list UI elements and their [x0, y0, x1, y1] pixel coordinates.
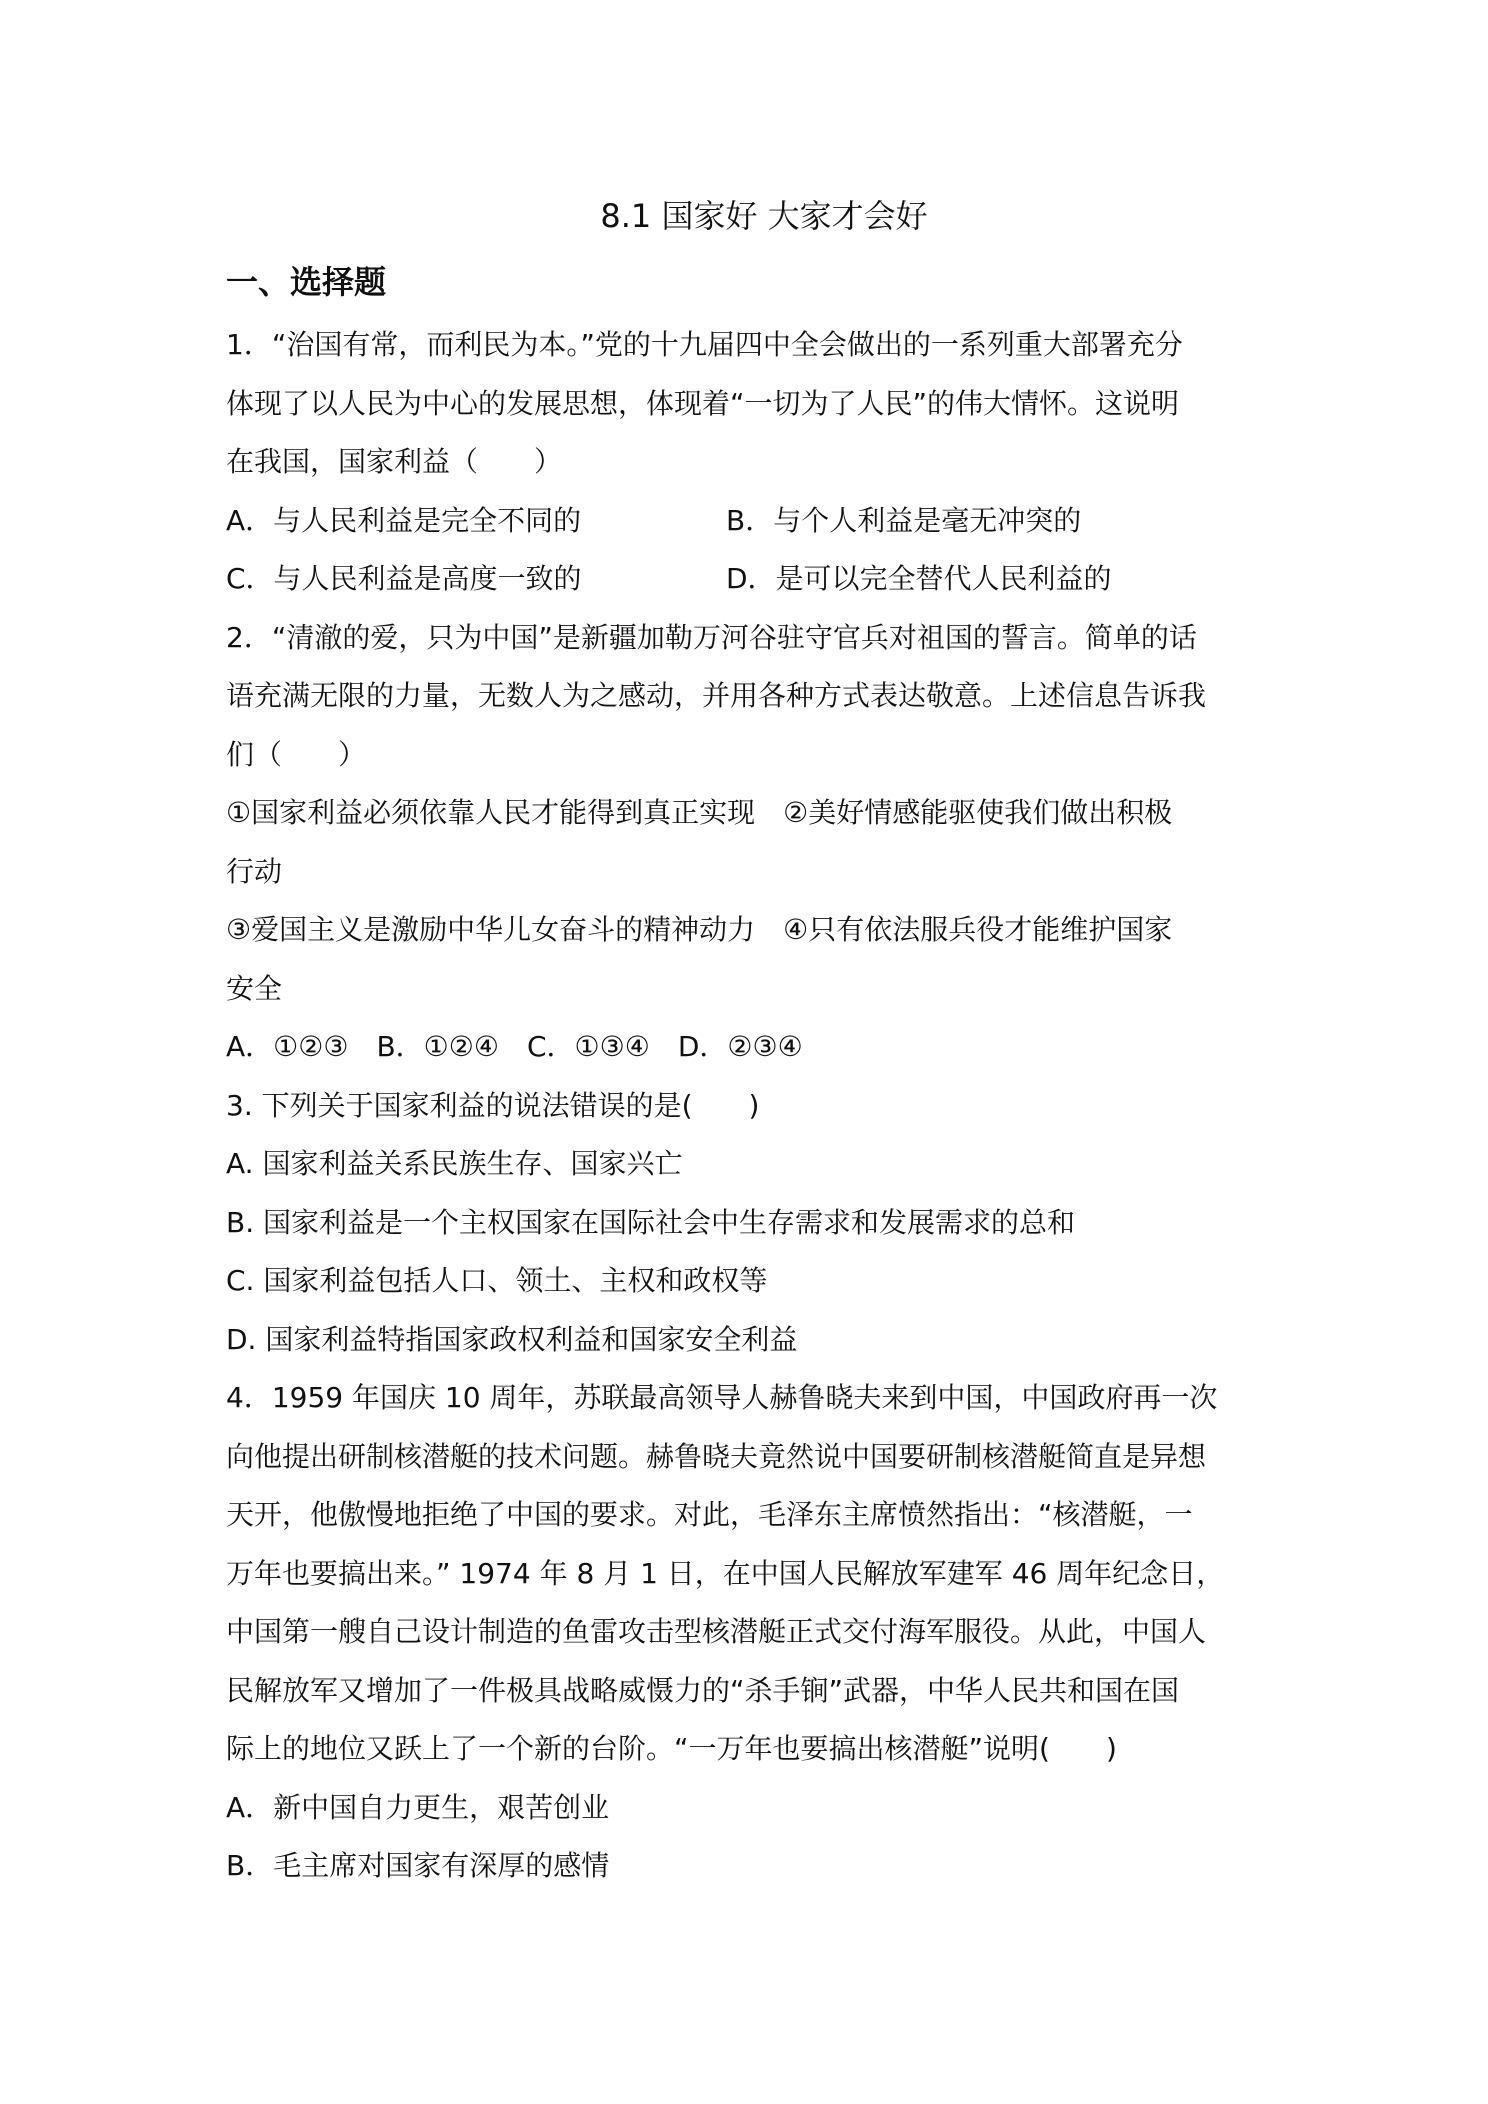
- option-b: B．与个人利益是毫无冲突的: [726, 503, 1082, 537]
- question-1-options-row: [226, 550, 1276, 609]
- document-page: [226, 190, 1276, 1896]
- question-2-statement-line: 行动: [226, 854, 283, 888]
- option-c: C．与人民利益是高度一致的: [226, 562, 582, 595]
- question-2-statement-line: ①国家利益必须依靠人民才能得到真正实现 ②美好情感能驱使我们做出积极: [226, 796, 1173, 829]
- question-4-stem-line: 民解放军又增加了一件极具战略威慑力的“杀手锏”武器，中华人民共和国在国: [226, 1673, 1180, 1707]
- option-d: D．是可以完全替代人民利益的: [726, 562, 1112, 595]
- question-4-stem-line: 天开，他傲慢地拒绝了中国的要求。对此，毛泽东主席愤然指出：“核潜艇，一: [226, 1498, 1193, 1531]
- option-a: A．新中国自力更生，艰苦创业: [226, 1790, 610, 1824]
- question-2: [226, 609, 1276, 1077]
- question-3-stem: 3. 下列关于国家利益的说法错误的是( ): [226, 1088, 760, 1122]
- option-a: A. 国家利益关系民族生存、国家兴亡: [226, 1147, 683, 1180]
- question-1-stem-line: 体现了以人民为中心的发展思想，体现着“一切为了人民”的伟大情怀。这说明: [226, 386, 1180, 420]
- question-1-stem-line: 在我国，国家利益（ ）: [226, 445, 563, 478]
- question-4-stem-line: 万年也要搞出来。” 1974 年 8 月 1 日，在中国人民解放军建军 46 周年纪念日，: [226, 1556, 1225, 1590]
- question-4-stem-line: 际上的地位又跃上了一个新的台阶。“一万年也要搞出核潜艇”说明( ): [226, 1732, 1117, 1765]
- question-2-statement-line: 安全: [226, 971, 283, 1005]
- question-4: [226, 1369, 1276, 1896]
- option-a: A．与人民利益是完全不同的: [226, 503, 582, 537]
- option-b: B．毛主席对国家有深厚的感情: [226, 1849, 610, 1882]
- question-2-stem-line: 们（ ）: [226, 737, 367, 771]
- option-c: C. 国家利益包括人口、领土、主权和政权等: [226, 1264, 768, 1297]
- option-d: D. 国家利益特指国家政权利益和国家安全利益: [226, 1322, 798, 1356]
- question-1-stem-line: 1．“治国有常，而利民为本。”党的十九届四中全会做出的一系列重大部署充分: [226, 328, 1183, 361]
- option-b: B. 国家利益是一个主权国家在国际社会中生存需求和发展需求的总和: [226, 1205, 1076, 1239]
- question-4-stem-line: 向他提出研制核潜艇的技术问题。赫鲁晓夫竟然说中国要研制核潜艇简直是异想: [226, 1439, 1207, 1473]
- question-4-stem-line: 中国第一艘自己设计制造的鱼雷攻击型核潜艇正式交付海军服役。从此，中国人: [226, 1615, 1207, 1648]
- question-4-stem-line: 4．1959 年国庆 10 周年，苏联最高领导人赫鲁晓夫来到中国，中国政府再一次: [226, 1381, 1218, 1414]
- section-heading: 一、选择题: [226, 263, 387, 301]
- page-title: 8.1 国家好 大家才会好: [600, 197, 928, 235]
- question-3: [226, 1077, 1276, 1370]
- question-2-statement-line: ③爱国主义是激励中华儿女奋斗的精神动力 ④只有依法服兵役才能维护国家: [226, 913, 1173, 946]
- question-1-options-row: [226, 492, 1276, 551]
- question-1: [226, 316, 1276, 609]
- question-2-options: A．①②③ B．①②④ C．①③④ D．②③④: [226, 1030, 803, 1063]
- question-2-stem-line: 2．“清澈的爱，只为中国”是新疆加勒万河谷驻守官兵对祖国的誓言。简单的话: [226, 620, 1197, 654]
- question-2-stem-line: 语充满无限的力量，无数人为之感动，并用各种方式表达敬意。上述信息告诉我: [226, 679, 1207, 712]
